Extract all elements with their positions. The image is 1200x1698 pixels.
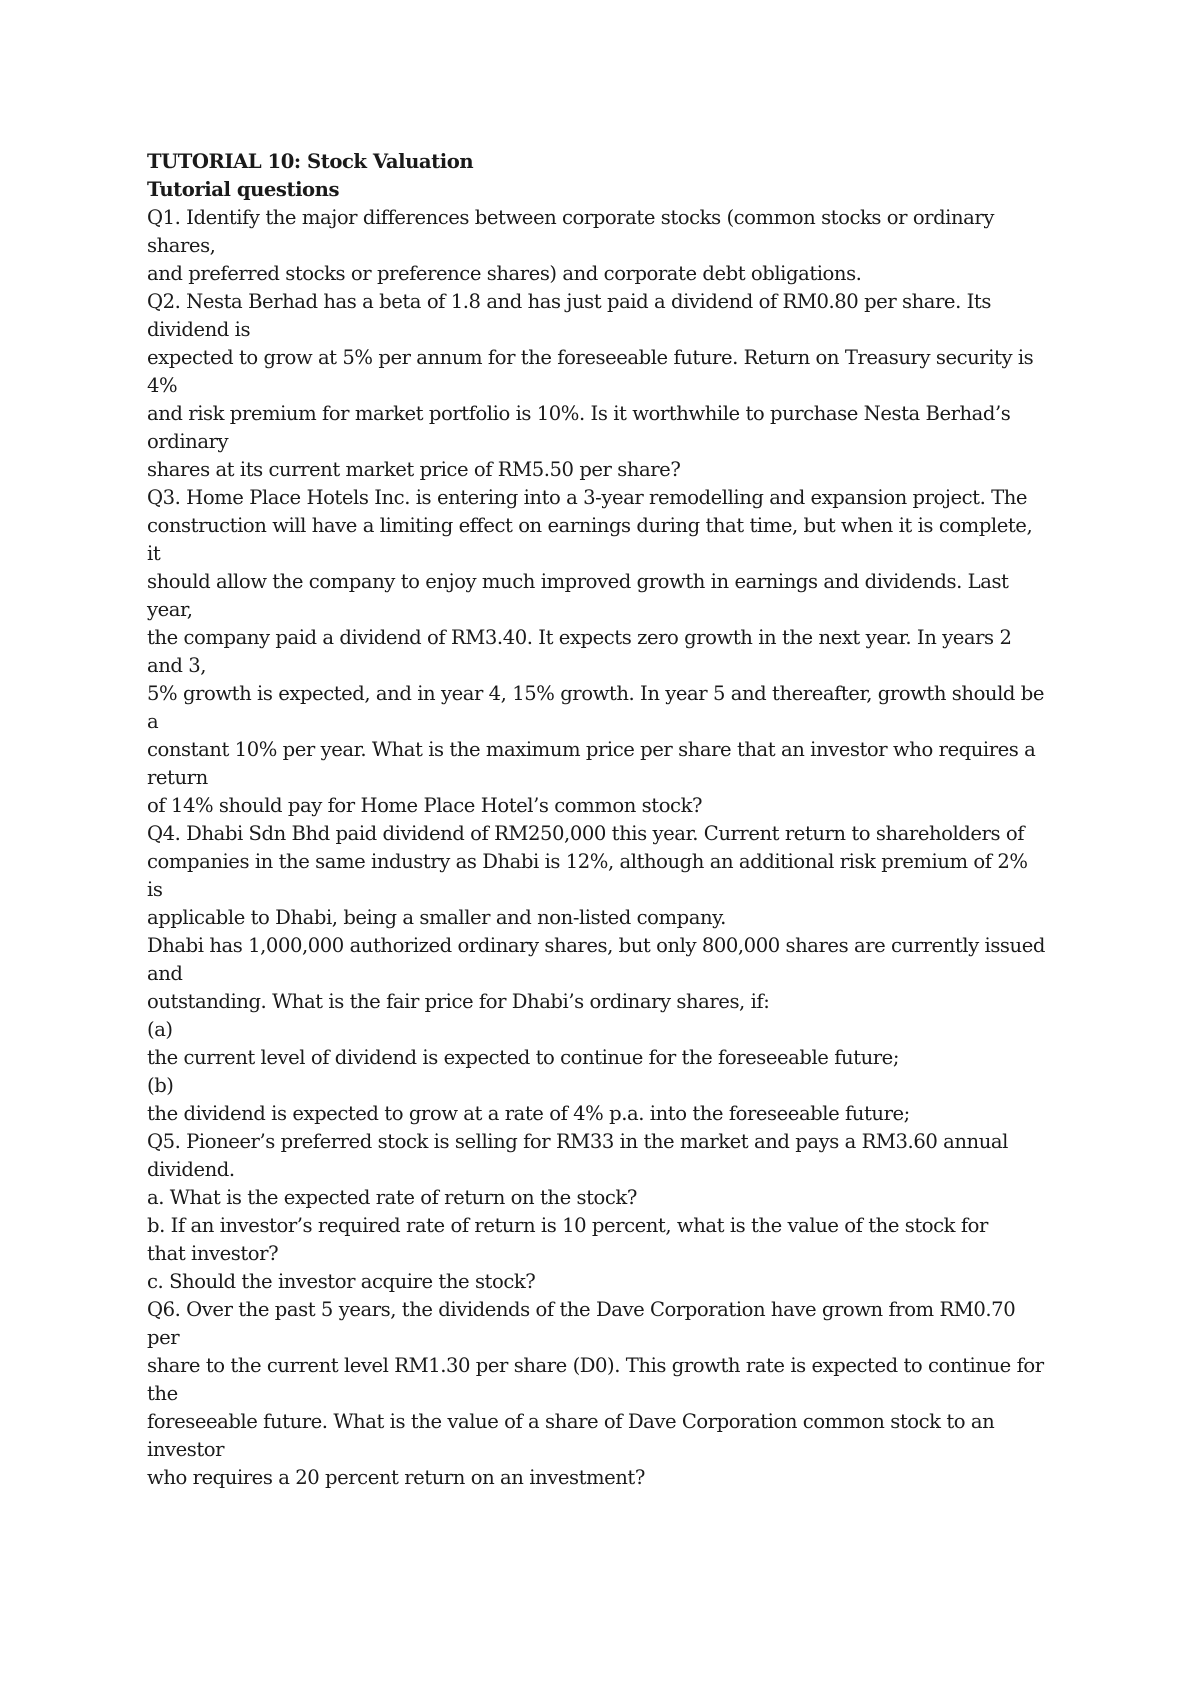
text-line: shares, [147, 234, 216, 257]
text-line: 4% [147, 374, 178, 397]
question-lines [147, 204, 1072, 1492]
text-line: that investor? [147, 1242, 279, 1265]
text-line: constant 10% per year. What is the maximum price per share that an investor who requires a [147, 738, 1036, 761]
text-line: the [147, 1382, 178, 1405]
text-line: 5% growth is expected, and in year 4, 15% growth. In year 5 and thereafter, growth should be [147, 682, 1045, 705]
text-line: foreseeable future. What is the value of a share of Dave Corporation common stock to an [147, 1410, 995, 1433]
text-line: and [147, 962, 183, 985]
text-line: year, [147, 598, 193, 621]
text-line: share to the current level RM1.30 per share (D0). This growth rate is expected to continue for [147, 1354, 1044, 1377]
text-line: ordinary [147, 430, 229, 453]
text-line: construction will have a limiting effect on earnings during that time, but when it is complete, [147, 514, 1033, 537]
text-line: (a) [147, 1018, 173, 1041]
text-line: expected to grow at 5% per annum for the foreseeable future. Return on Treasury security is [147, 346, 1034, 369]
text-line: investor [147, 1438, 225, 1461]
text-line: return [147, 766, 208, 789]
text-line: is [147, 878, 163, 901]
text-line: Q1. Identify the major differences between corporate stocks (common stocks or ordinary [147, 206, 994, 229]
text-line: Q5. Pioneer’s preferred stock is selling for RM33 in the market and pays a RM3.60 annual [147, 1130, 1008, 1153]
text-line: the dividend is expected to grow at a rate of 4% p.a. into the foreseeable future; [147, 1102, 910, 1125]
text-line: and 3, [147, 654, 207, 677]
text-line: dividend. [147, 1158, 235, 1181]
text-line: (b) [147, 1074, 174, 1097]
text-line: per [147, 1326, 180, 1349]
text-line: who requires a 20 percent return on an investment? [147, 1466, 645, 1489]
text-line: dividend is [147, 318, 251, 341]
document-body [147, 148, 1072, 1492]
text-line: and risk premium for market portfolio is 10%. Is it worthwhile to purchase Nesta Berhad’s [147, 402, 1011, 425]
text-line: a. What is the expected rate of return on the stock? [147, 1186, 637, 1209]
text-line: the company paid a dividend of RM3.40. It expects zero growth in the next year. In years 2 [147, 626, 1012, 649]
text-line: Q3. Home Place Hotels Inc. is entering into a 3-year remodelling and expansion project. The [147, 486, 1028, 509]
text-line: should allow the company to enjoy much improved growth in earnings and dividends. Last [147, 570, 1009, 593]
text-line: outstanding. What is the fair price for Dhabi’s ordinary shares, if: [147, 990, 770, 1013]
text-line: companies in the same industry as Dhabi is 12%, although an additional risk premium of 2% [147, 850, 1028, 873]
text-line: of 14% should pay for Home Place Hotel’s common stock? [147, 794, 703, 817]
text-line: and preferred stocks or preference shares) and corporate debt obligations. [147, 262, 862, 285]
text-line: Dhabi has 1,000,000 authorized ordinary shares, but only 800,000 shares are currently issued [147, 934, 1045, 957]
text-line: Q6. Over the past 5 years, the dividends of the Dave Corporation have grown from RM0.70 [147, 1298, 1016, 1321]
text-line: Q2. Nesta Berhad has a beta of 1.8 and has just paid a dividend of RM0.80 per share. Its [147, 290, 991, 313]
document-subtitle: Tutorial questions [147, 178, 340, 201]
text-line: shares at its current market price of RM5.50 per share? [147, 458, 681, 481]
text-line: Q4. Dhabi Sdn Bhd paid dividend of RM250,000 this year. Current return to shareholders of [147, 822, 1024, 845]
text-line: it [147, 542, 161, 565]
text-line: a [147, 710, 159, 733]
text-line: b. If an investor’s required rate of return is 10 percent, what is the value of the stock for [147, 1214, 988, 1237]
text-line: the current level of dividend is expected to continue for the foreseeable future; [147, 1046, 899, 1069]
document-title: TUTORIAL 10: Stock Valuation [147, 150, 474, 173]
text-line: c. Should the investor acquire the stock? [147, 1270, 536, 1293]
text-line: applicable to Dhabi, being a smaller and non-listed company. [147, 906, 726, 929]
